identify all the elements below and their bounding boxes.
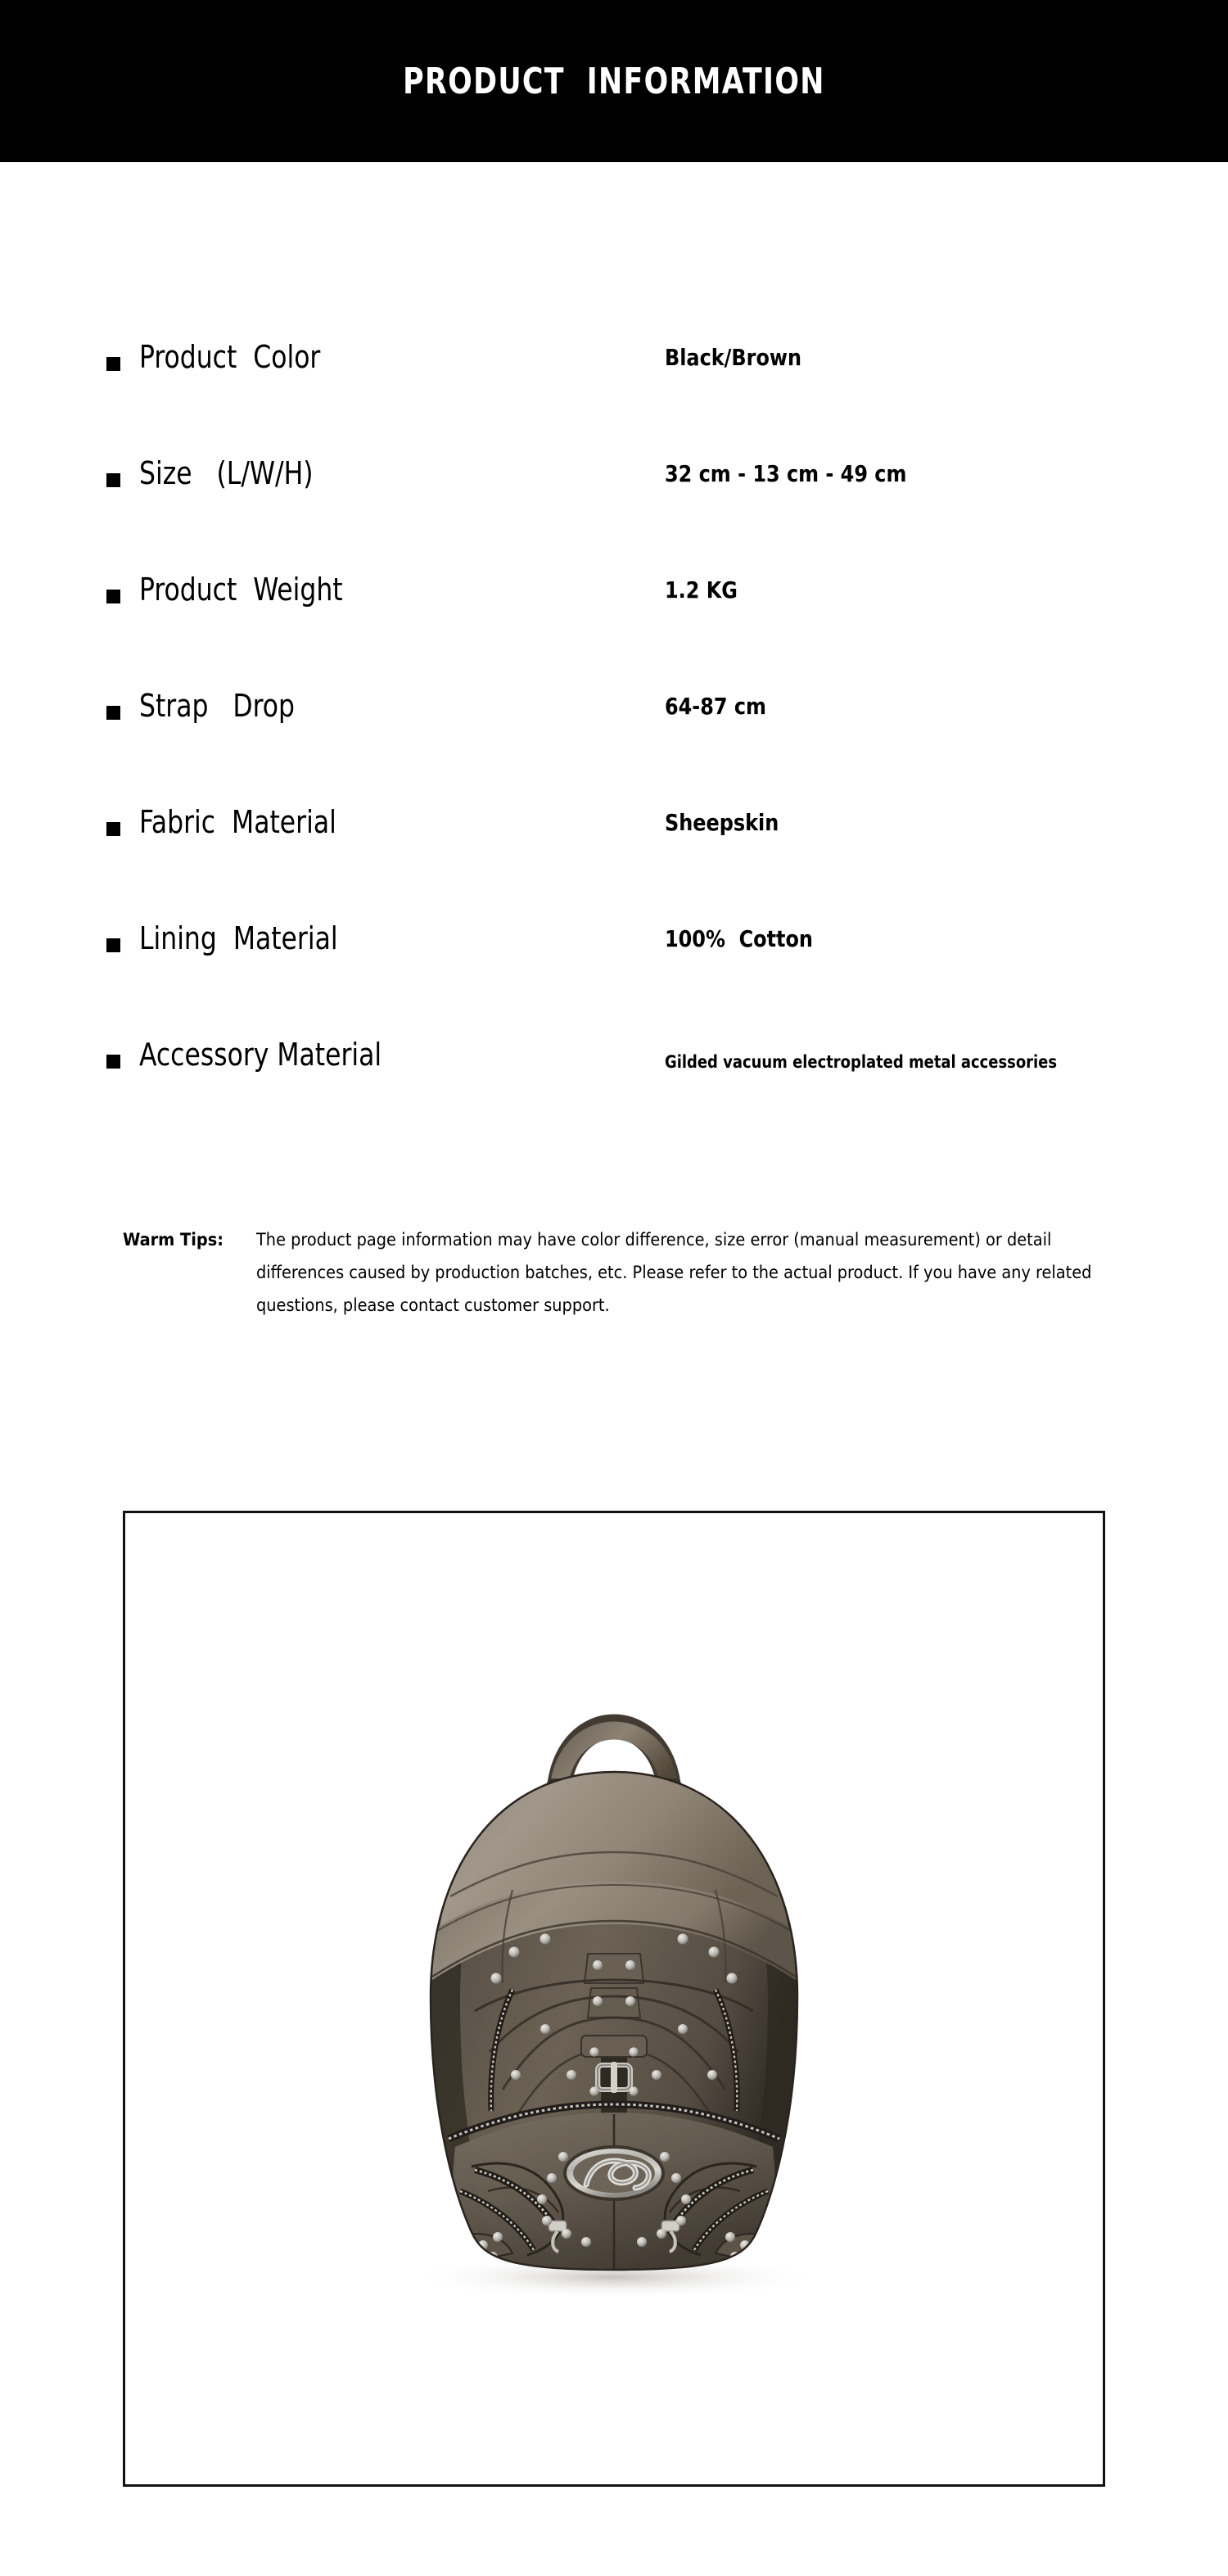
spec-label: Accessory Material — [139, 1037, 382, 1073]
page-title: PRODUCT INFORMATION — [403, 60, 825, 102]
backpack-illustration — [352, 1626, 876, 2347]
brand-logo-plate — [563, 2145, 665, 2201]
square-bullet-icon — [106, 357, 120, 371]
square-bullet-icon — [106, 706, 120, 720]
page-header — [0, 0, 1228, 162]
spec-row — [0, 1025, 1228, 1141]
spec-value: 32 cm - 13 cm - 49 cm — [665, 460, 907, 487]
spec-row — [0, 909, 1228, 1025]
warm-tips-label: Warm Tips: — [123, 1230, 223, 1250]
square-bullet-icon — [106, 1055, 120, 1069]
spec-value: 100% Cotton — [665, 925, 813, 952]
square-bullet-icon — [106, 822, 120, 836]
spec-label: Lining Material — [139, 920, 338, 956]
spec-value: 64-87 cm — [665, 693, 766, 720]
square-bullet-icon — [106, 590, 120, 603]
spec-label: Product Weight — [139, 572, 343, 608]
spec-label: Strap Drop — [139, 688, 296, 724]
product-spec-list — [0, 328, 1228, 1141]
spec-row — [0, 676, 1228, 793]
warm-tips-body: The product page information may have color difference, size error (manual measurement) or detail differences caused by production batches, etc. Please refer to the actual product. If you have any related questions, please contact customer support. — [256, 1230, 1092, 1316]
spec-label: Fabric Material — [139, 804, 336, 840]
spec-row — [0, 793, 1228, 909]
product-photo — [125, 1513, 1103, 2484]
warm-tips-block — [123, 1224, 1105, 1322]
spec-row — [0, 560, 1228, 676]
square-bullet-icon — [106, 938, 120, 952]
square-bullet-icon — [106, 473, 120, 487]
spec-row — [0, 444, 1228, 560]
spec-label: Product Color — [139, 339, 321, 375]
product-image-frame — [123, 1511, 1105, 2487]
spec-row — [0, 328, 1228, 444]
spec-value: 1.2 KG — [665, 576, 738, 603]
spec-label: Size (L/W/H) — [139, 455, 314, 491]
spec-value: Gilded vacuum electroplated metal accessories — [665, 1052, 1058, 1072]
spec-value: Sheepskin — [665, 809, 779, 836]
spec-value: Black/Brown — [665, 344, 802, 371]
